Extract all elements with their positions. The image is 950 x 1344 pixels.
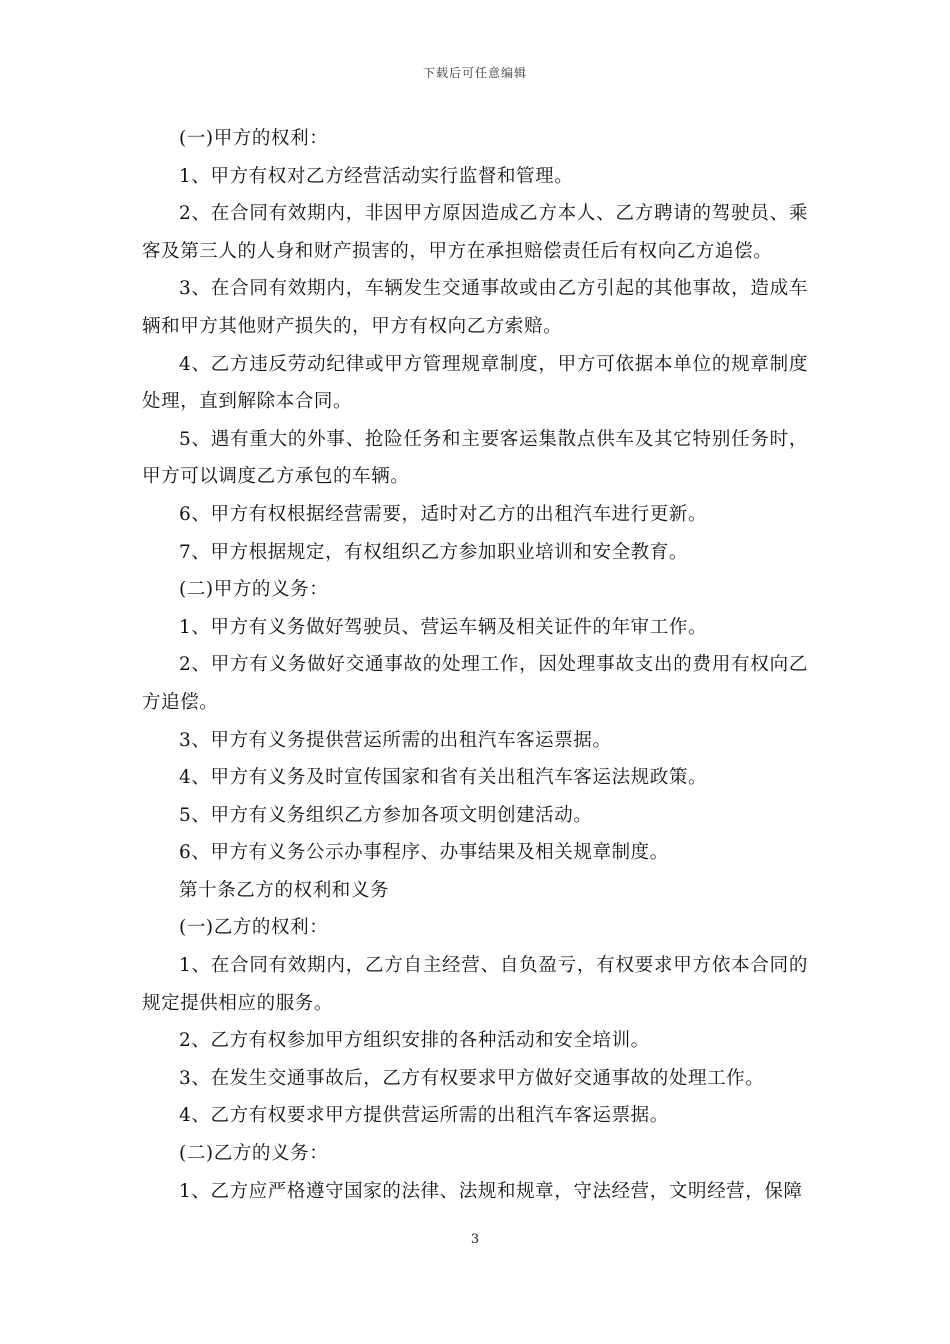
paragraph: 1、甲方有权对乙方经营活动实行监督和管理。 <box>179 165 574 187</box>
article-heading: 第十条乙方的权利和义务 <box>179 879 390 901</box>
paragraph: 4、乙方有权要求甲方提供营运所需的出租汽车客运票据。 <box>179 1105 669 1127</box>
section-heading: (二)甲方的义务： <box>179 579 329 601</box>
paragraph: 7、甲方根据规定，有权组织乙方参加职业培训和安全教育。 <box>179 541 688 563</box>
section-heading: (一)乙方的权利： <box>179 917 329 939</box>
paragraph: 2、甲方有义务做好交通事故的处理工作，因处理事故支出的费用有权向乙方追偿。 <box>142 654 808 713</box>
paragraph: 2、乙方有权参加甲方组织安排的各种活动和安全培训。 <box>179 1030 650 1052</box>
page-number: 3 <box>470 1232 480 1247</box>
paragraph: 3、在发生交通事故后，乙方有权要求甲方做好交通事故的处理工作。 <box>179 1067 765 1089</box>
paragraph: 4、甲方有义务及时宣传国家和省有关出租汽车客运法规政策。 <box>179 767 708 789</box>
paragraph: 6、甲方有权根据经营需要，适时对乙方的出租汽车进行更新。 <box>179 503 708 525</box>
section-heading: (一)甲方的权利： <box>179 128 329 149</box>
header-note: 下载后可任意编辑 <box>422 66 527 80</box>
paragraph: 3、在合同有效期内，车辆发生交通事故或由乙方引起的其他事故，造成车辆和甲方其他财产损失的，甲方有权向乙方索赔。 <box>142 278 808 337</box>
paragraph: 5、甲方有义务组织乙方参加各项文明创建活动。 <box>179 804 593 826</box>
paragraph: 1、甲方有义务做好驾驶员、营运车辆及相关证件的年审工作。 <box>179 616 708 638</box>
paragraph: 2、在合同有效期内，非因甲方原因造成乙方本人、乙方聘请的驾驶员、乘客及第三人的人身和财产损害的，甲方在承担赔偿责任后有权向乙方追偿。 <box>142 203 808 262</box>
document-body <box>142 120 808 1210</box>
paragraph: 6、甲方有义务公示办事程序、办事结果及相关规章制度。 <box>179 842 669 864</box>
paragraph: 4、乙方违反劳动纪律或甲方管理规章制度，甲方可依据本单位的规章制度处理，直到解除本合同。 <box>142 353 808 413</box>
paragraph: 1、乙方应严格遵守国家的法律、法规和规章，守法经营，文明经营，保障 <box>179 1180 803 1202</box>
paragraph: 3、甲方有义务提供营运所需的出租汽车客运票据。 <box>179 729 612 751</box>
paragraph: 5、遇有重大的外事、抢险任务和主要客运集散点供车及其它特别任务时，甲方可以调度乙方承包的车辆。 <box>142 428 808 488</box>
section-heading: (二)乙方的义务： <box>179 1143 329 1165</box>
paragraph: 1、在合同有效期内，乙方自主经营、自负盈亏，有权要求甲方依本合同的规定提供相应的服务。 <box>142 955 808 1014</box>
